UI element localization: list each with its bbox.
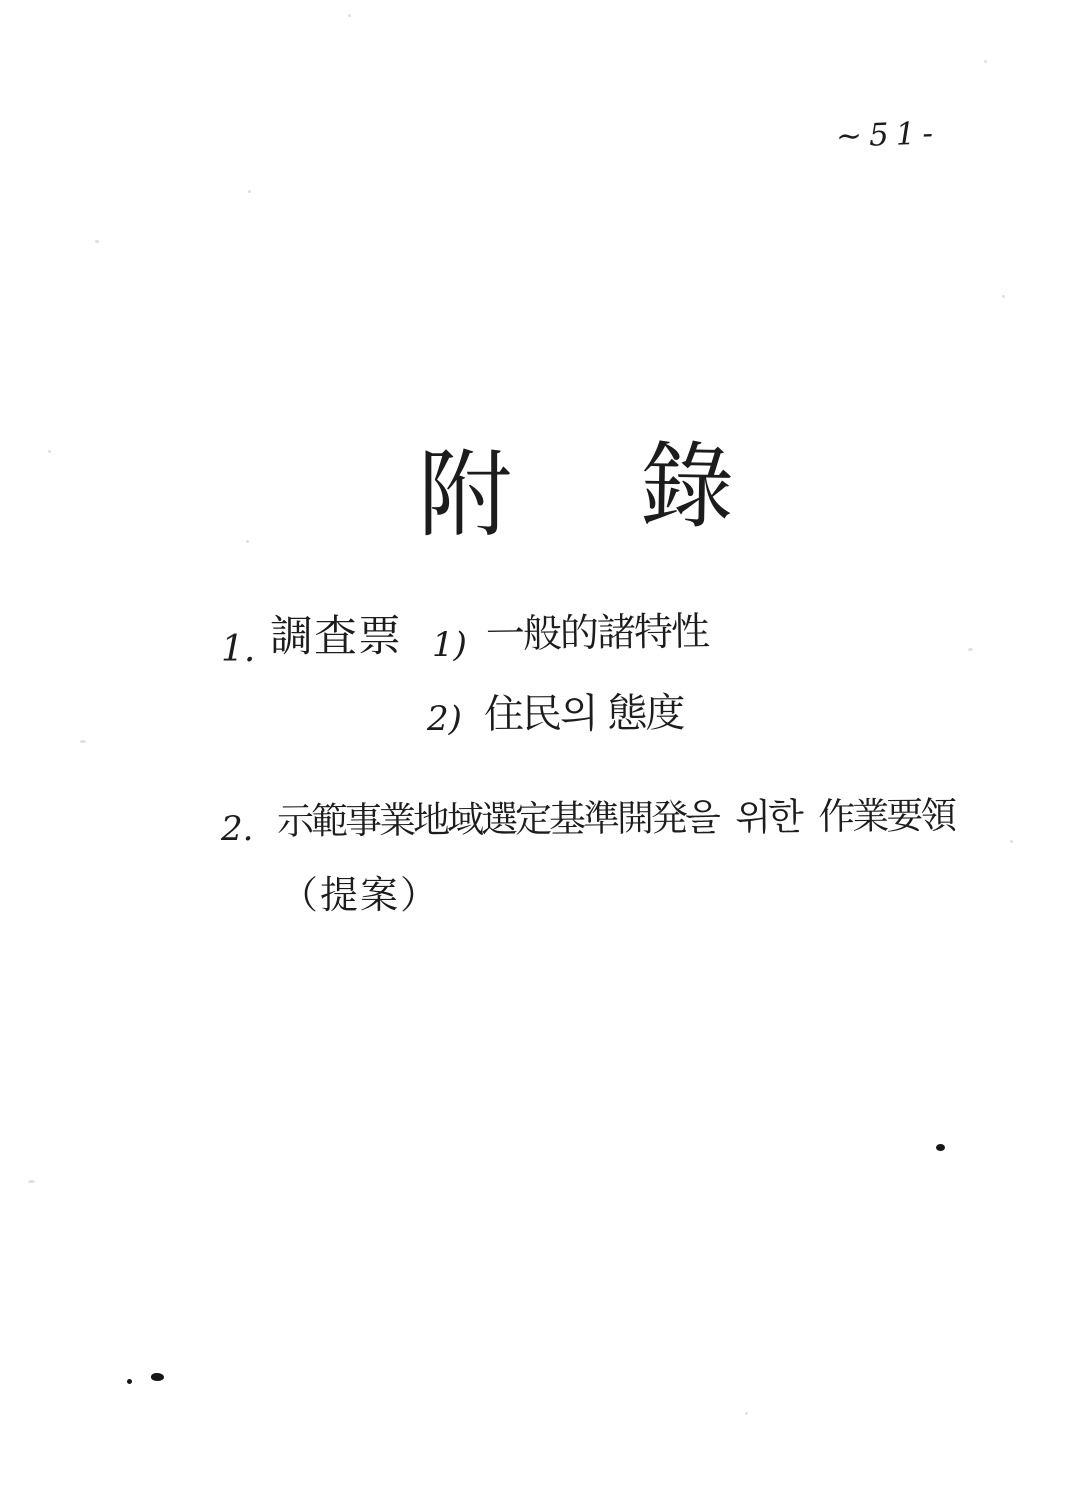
scan-noise-dot <box>348 14 351 17</box>
list-item-1-sub-1-text: 一般的諸特性 <box>485 609 709 658</box>
scan-noise-dot <box>48 450 51 453</box>
list-item-1-sub-2-text: 住民의 態度 <box>483 690 684 738</box>
list-item-2-text: 示範事業地域選定基準開発을 위한 作業要領 <box>276 794 955 843</box>
scan-noise-dot <box>248 190 251 193</box>
scan-noise-dot <box>1002 295 1005 298</box>
scan-noise-dot <box>28 1180 35 1183</box>
list-item-1-label: 調査票 <box>270 612 402 662</box>
scan-noise-dot <box>745 1412 748 1415</box>
scan-noise-dot <box>1010 840 1013 843</box>
title-char-left: 附 <box>418 441 513 550</box>
scan-noise-dot <box>984 60 987 63</box>
scan-noise-dot <box>968 648 973 651</box>
document-title <box>418 432 735 550</box>
list-item-1-number: 1. <box>221 629 256 670</box>
title-char-right: 錄 <box>639 432 735 543</box>
scan-noise-dot <box>95 240 99 243</box>
list-item-1-sub-1-number: 1) <box>432 625 467 665</box>
list-item-2-number: 2. <box>221 809 254 849</box>
scan-noise-dot <box>80 740 86 743</box>
ink-speck <box>151 1373 164 1381</box>
page-number: ~51- <box>835 115 941 155</box>
list-item-1-sub-2-number: 2) <box>427 699 462 739</box>
list-item-2-continuation: （提案） <box>280 873 441 917</box>
ink-speck <box>936 1144 945 1151</box>
scan-noise-dot <box>246 540 249 543</box>
ink-speck <box>127 1379 132 1384</box>
